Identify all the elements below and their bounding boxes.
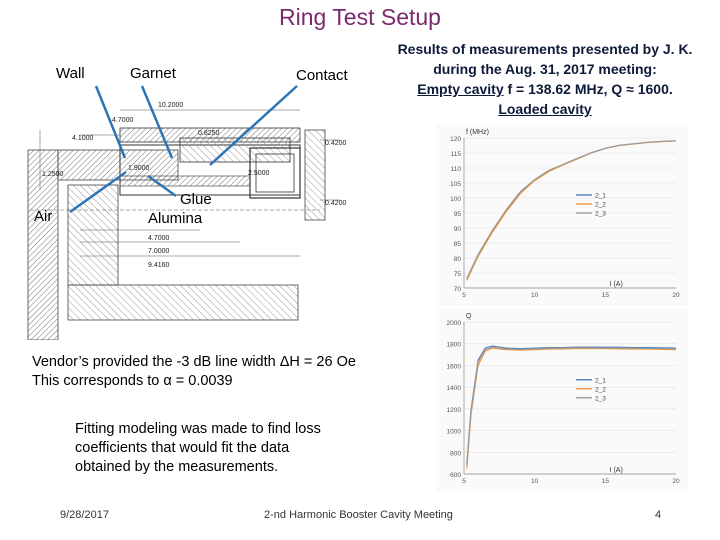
- y-tick-label: 70: [453, 286, 461, 293]
- y-tick-label: 80: [453, 256, 461, 263]
- results-line2: during the Aug. 31, 2017 meeting:: [433, 61, 657, 77]
- legend-label: 2_2: [595, 386, 606, 394]
- dim-label: 0.8250: [198, 130, 220, 137]
- slide-title: Ring Test Setup: [279, 4, 441, 30]
- air-label: Air: [34, 208, 53, 225]
- dim-label: 1.9000: [128, 165, 150, 172]
- x-tick-label: 15: [601, 478, 609, 485]
- y-tick-label: 75: [453, 271, 461, 278]
- dim-label: 10.2000: [158, 102, 184, 109]
- chart-background: [436, 308, 688, 492]
- y-axis-label: Q: [466, 313, 472, 320]
- y-axis-label: f (MHz): [466, 129, 489, 136]
- dim-label: 4.1000: [72, 135, 94, 142]
- q-factor-chart: [436, 308, 688, 492]
- fitting-text-line1: Fitting modeling was made to find loss: [75, 421, 321, 437]
- dim-label: 0.4200: [325, 140, 347, 147]
- contact-label: Contact: [296, 67, 348, 84]
- y-tick-label: 120: [450, 136, 461, 143]
- dim-label: 0.4200: [325, 200, 347, 207]
- y-tick-label: 600: [450, 472, 461, 479]
- wall-label: Wall: [56, 65, 85, 82]
- y-tick-label: 85: [453, 241, 461, 248]
- y-tick-label: 1400: [446, 385, 461, 393]
- legend-label: 2_1: [595, 192, 606, 200]
- loaded-cavity-link[interactable]: Loaded cavity: [498, 101, 592, 117]
- x-tick-label: 15: [601, 292, 609, 299]
- legend-label: 2_3: [595, 210, 606, 218]
- results-line3: f = 138.62 MHz, Q ≈ 1600.: [503, 81, 673, 97]
- dim-label: 4.7000: [148, 235, 170, 242]
- y-tick-label: 800: [450, 450, 461, 458]
- y-tick-label: 1800: [446, 341, 461, 349]
- x-tick-label: 10: [531, 478, 539, 485]
- y-tick-label: 105: [450, 181, 461, 188]
- legend-label: 2_1: [595, 377, 606, 385]
- y-tick-label: 115: [450, 151, 461, 158]
- y-tick-label: 1000: [446, 428, 461, 436]
- x-tick-label: 5: [462, 478, 466, 485]
- footer-date: 9/28/2017: [60, 509, 109, 521]
- fitting-text-line3: obtained by the measurements.: [75, 459, 279, 475]
- y-tick-label: 1600: [446, 363, 461, 371]
- footer-page-number: 4: [655, 509, 662, 521]
- y-tick-label: 2000: [446, 320, 461, 327]
- dim-label: 2.5000: [248, 170, 270, 177]
- fitting-text-line2: coefficients that would fit the data: [75, 440, 290, 456]
- x-tick-label: 20: [672, 292, 680, 299]
- garnet-label: Garnet: [130, 65, 176, 82]
- vendor-linewidth-text: Vendor’s provided the -3 dB line width ΔH = 26 Oe: [32, 354, 356, 370]
- footer-title: 2-nd Harmonic Booster Cavity Meeting: [264, 509, 453, 521]
- dim-label: 1.2500: [42, 171, 64, 178]
- y-tick-label: 90: [453, 226, 461, 233]
- x-tick-label: 5: [462, 292, 466, 299]
- empty-cavity-link[interactable]: Empty cavity: [417, 81, 504, 97]
- y-tick-label: 110: [450, 166, 461, 173]
- x-tick-label: 20: [672, 478, 680, 485]
- chart-background: [436, 124, 688, 306]
- results-line1: Results of measurements presented by J. K.: [397, 41, 693, 57]
- legend-label: 2_2: [595, 201, 606, 209]
- dim-label: 9.4160: [148, 262, 170, 269]
- alpha-text: This corresponds to α = 0.0039: [32, 373, 233, 389]
- x-tick-label: 10: [531, 292, 539, 299]
- glue-label: Glue: [180, 191, 212, 208]
- x-axis-label: I (A): [609, 281, 623, 288]
- dim-label: 4.7000: [112, 117, 134, 124]
- legend-label: 2_3: [595, 395, 606, 403]
- dim-label: 7.0000: [148, 248, 170, 255]
- y-tick-label: 100: [450, 196, 461, 203]
- y-tick-label: 95: [453, 211, 461, 218]
- x-axis-label: I (A): [609, 467, 623, 474]
- y-tick-label: 1200: [446, 406, 461, 414]
- frequency-chart: [436, 124, 688, 306]
- alumina-label: Alumina: [148, 210, 203, 227]
